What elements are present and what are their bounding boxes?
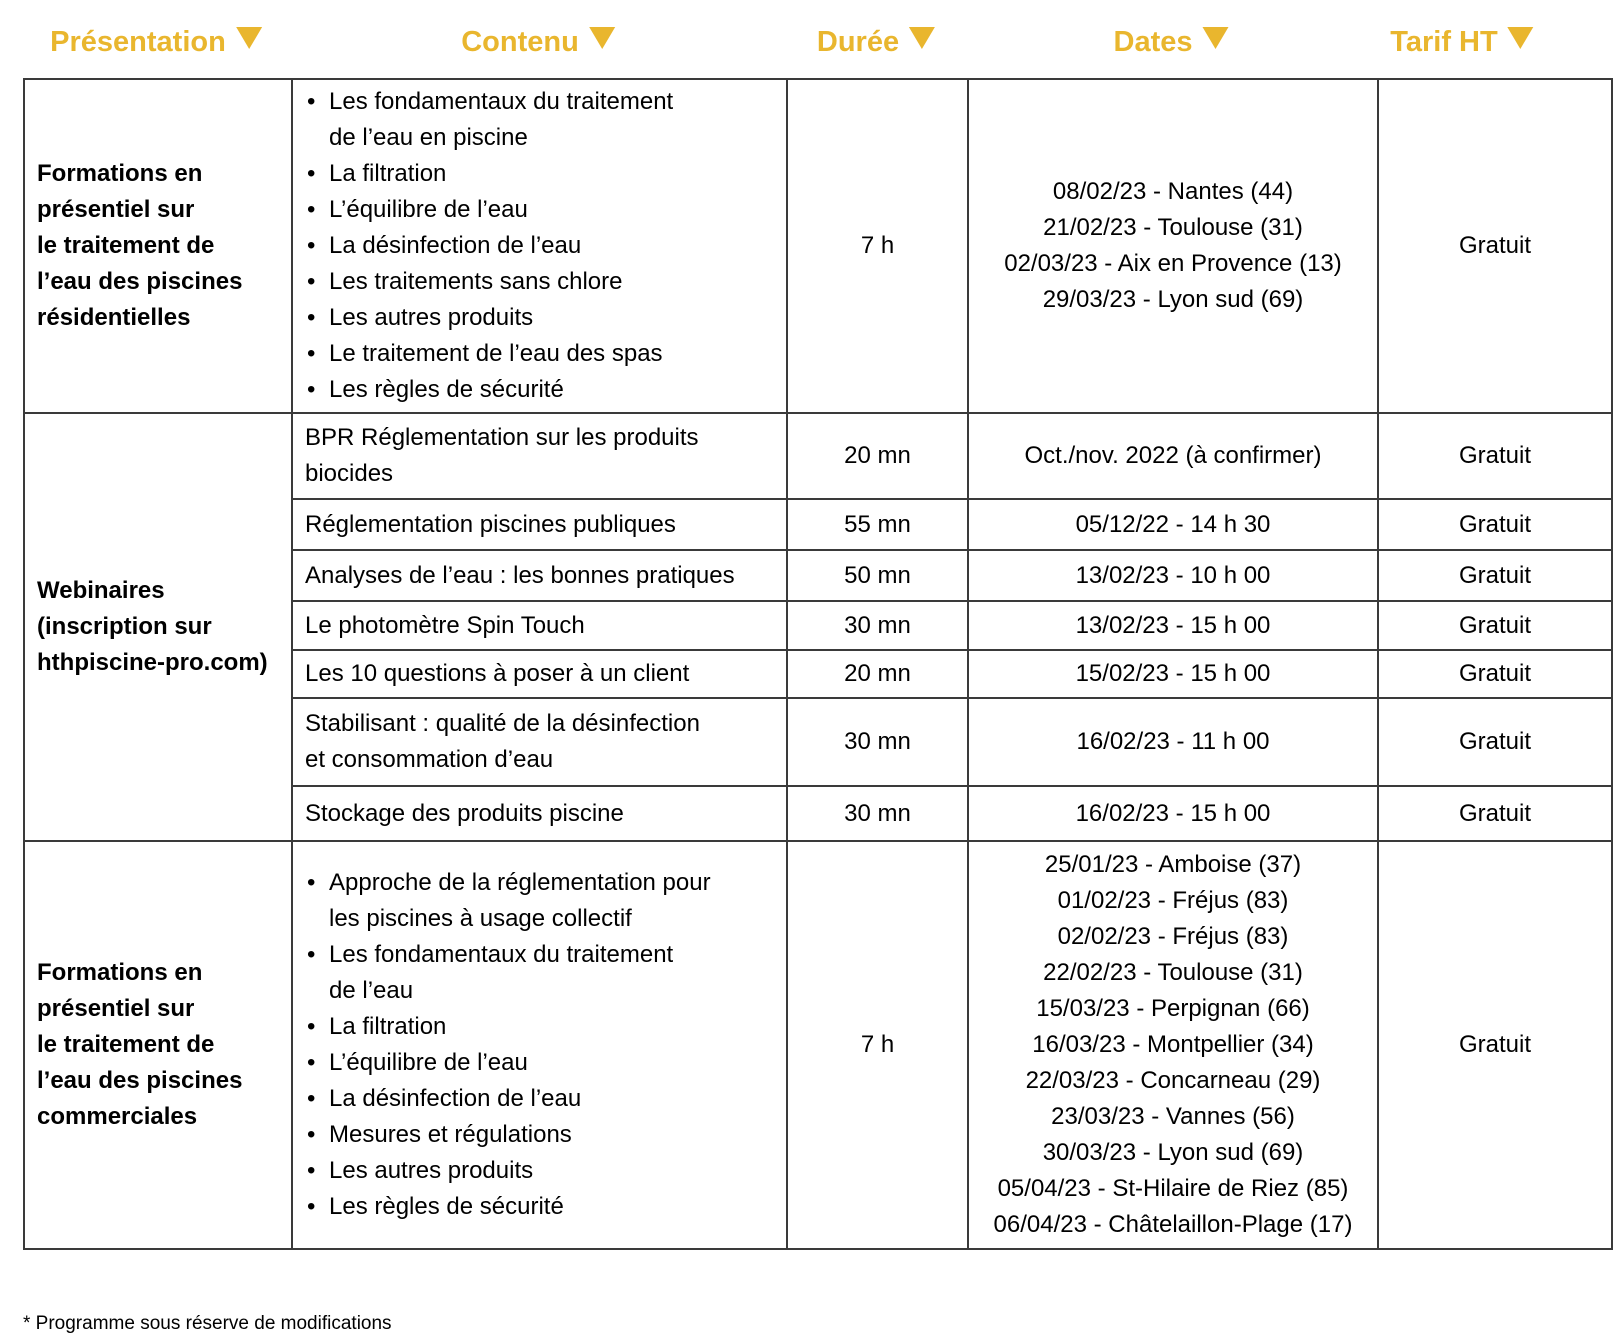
webinar-content: Le photomètre Spin Touch — [292, 601, 787, 650]
section1-title: Formations en présentiel sur le traitement de l’eau des piscines résidentielles — [24, 79, 292, 413]
triangle-down-icon — [1508, 27, 1534, 49]
triangle-down-icon — [236, 27, 262, 49]
section3-duration: 7 h — [787, 841, 968, 1249]
list-item: • Les règles de sécurité — [305, 1189, 776, 1225]
header-presentation-label: Présentation — [50, 26, 226, 58]
list-item: • Les autres produits — [305, 300, 776, 336]
webinar-content: Stabilisant : qualité de la désinfection et consommation d’eau — [292, 698, 787, 786]
webinar-price: Gratuit — [1378, 786, 1612, 841]
webinar-duration: 20 mn — [787, 413, 968, 499]
list-item: • La filtration — [305, 156, 776, 192]
webinar-content: Réglementation piscines publiques — [292, 499, 787, 550]
webinar-date: Oct./nov. 2022 (à confirmer) — [968, 413, 1378, 499]
list-item: • L’équilibre de l’eau — [305, 1045, 776, 1081]
header-contenu — [461, 22, 615, 62]
webinar-date: 16/02/23 - 11 h 00 — [968, 698, 1378, 786]
list-item: • L’équilibre de l’eau — [305, 192, 776, 228]
header-duree — [817, 22, 935, 62]
webinar-duration: 30 mn — [787, 786, 968, 841]
webinar-content: Analyses de l’eau : les bonnes pratiques — [292, 550, 787, 601]
list-item: • Le traitement de l’eau des spas — [305, 336, 776, 372]
header-dates — [1114, 22, 1229, 62]
webinar-price: Gratuit — [1378, 650, 1612, 698]
header-contenu-label: Contenu — [461, 26, 579, 58]
webinar-content: Stockage des produits piscine — [292, 786, 787, 841]
triangle-down-icon — [909, 27, 935, 49]
header-duree-label: Durée — [816, 26, 900, 58]
webinar-duration: 20 mn — [787, 650, 968, 698]
header-presentation — [50, 22, 262, 62]
section1-duration: 7 h — [787, 79, 968, 413]
table-row — [24, 413, 1612, 499]
webinar-date: 05/12/22 - 14 h 30 — [968, 499, 1378, 550]
webinar-duration: 30 mn — [787, 698, 968, 786]
webinar-duration: 50 mn — [787, 550, 968, 601]
list-item: • La filtration — [305, 1009, 776, 1045]
webinar-date: 13/02/23 - 10 h 00 — [968, 550, 1378, 601]
program-table — [23, 78, 1613, 1250]
footnote: * Programme sous réserve de modifications — [23, 1313, 392, 1334]
section2-title: Webinaires (inscription sur hthpiscine-pro.com) — [24, 413, 292, 841]
list-item: • Les fondamentaux du traitement de l’eau en piscine — [305, 84, 776, 156]
table-row — [24, 79, 1612, 413]
list-item: • Approche de la réglementation pour les piscines à usage collectif — [305, 865, 776, 937]
webinar-date: 13/02/23 - 15 h 00 — [968, 601, 1378, 650]
webinar-price: Gratuit — [1378, 413, 1612, 499]
webinar-duration: 55 mn — [787, 499, 968, 550]
webinar-price: Gratuit — [1378, 550, 1612, 601]
header-tarif-label: Tarif HT — [1390, 26, 1498, 58]
triangle-down-icon — [589, 27, 615, 49]
section1-dates: 08/02/23 - Nantes (44) 21/02/23 - Toulouse (31) 02/03/23 - Aix en Provence (13) 29/03/23 - Lyon sud (69) — [968, 79, 1378, 413]
webinar-content: BPR Réglementation sur les produits biocides — [292, 413, 787, 499]
triangle-down-icon — [1203, 27, 1229, 49]
webinar-price: Gratuit — [1378, 601, 1612, 650]
webinar-date: 15/02/23 - 15 h 00 — [968, 650, 1378, 698]
list-item: • Les traitements sans chlore — [305, 264, 776, 300]
table-row — [24, 841, 1612, 1249]
section3-dates: 25/01/23 - Amboise (37) 01/02/23 - Fréjus (83) 02/02/23 - Fréjus (83) 22/02/23 - Toulouse (31) 15/03/23 - Perpignan (66) 16/03/23 - Montpellier (34) 22/03/23 - Concarneau (29) 23/03/23 - Vannes (56) 30/03/23 - Lyon sud (69) 05/04/23 - St-Hilaire de Riez (85) 06/04/23 - Châtelaillon-Plage (17) — [968, 841, 1378, 1249]
section3-content — [292, 841, 787, 1249]
header-dates-label: Dates — [1113, 26, 1193, 58]
webinar-content: Les 10 questions à poser à un client — [292, 650, 787, 698]
webinar-duration: 30 mn — [787, 601, 968, 650]
webinar-price: Gratuit — [1378, 499, 1612, 550]
list-item: • La désinfection de l’eau — [305, 1081, 776, 1117]
webinar-price: Gratuit — [1378, 698, 1612, 786]
webinar-date: 16/02/23 - 15 h 00 — [968, 786, 1378, 841]
section3-title: Formations en présentiel sur le traitement de l’eau des piscines commerciales — [24, 841, 292, 1249]
section1-content — [292, 79, 787, 413]
section3-price: Gratuit — [1378, 841, 1612, 1249]
list-item: • Les règles de sécurité — [305, 372, 776, 408]
header-tarif — [1390, 22, 1533, 62]
list-item: • Les autres produits — [305, 1153, 776, 1189]
list-item: • Mesures et régulations — [305, 1117, 776, 1153]
list-item: • Les fondamentaux du traitement de l’eau — [305, 937, 776, 1009]
list-item: • La désinfection de l’eau — [305, 228, 776, 264]
section1-price: Gratuit — [1378, 79, 1612, 413]
column-headers — [0, 0, 1622, 80]
